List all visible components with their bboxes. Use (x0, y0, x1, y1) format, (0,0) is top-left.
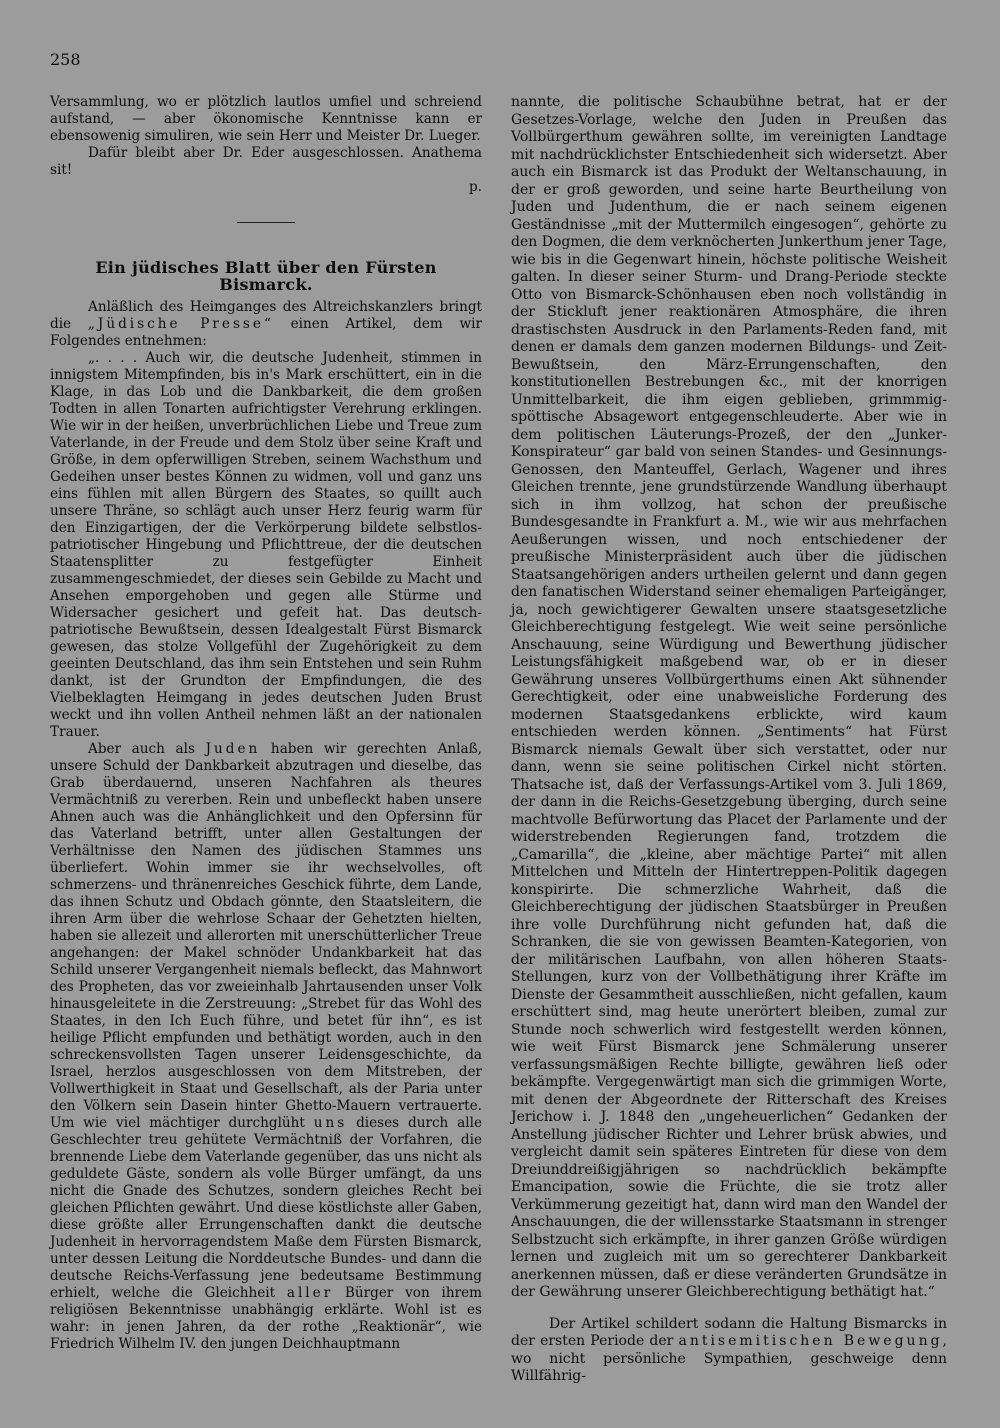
paragraph-eder-text: Dafür bleibt aber Dr. Eder ausgeschlossen. Anathema sit! (50, 145, 482, 178)
quote-paragraph-2 (50, 741, 482, 1353)
signature: p. (468, 179, 482, 195)
article-headline: Ein jüdisches Blatt über den Fürsten Bismarck. (95, 258, 437, 294)
intro-text-a: Anläßlich des Heimganges des Altreichskanzlers bringt die (50, 299, 482, 332)
closing-paragraph (511, 1316, 947, 1386)
paragraph-lueger: Versammlung, wo er plötzlich lautlos umfiel und schreiend aufstand, — aber ökonomische Kenntnisse kann er ebensowenig simuliren, wie sein Herr und Meister Dr. Lueger. (50, 94, 482, 144)
paragraph-eder (50, 145, 482, 179)
section-divider (237, 222, 295, 223)
intro-text-b: einen Artikel, dem wir Folgendes entnehmen: (50, 316, 482, 349)
emphasis-aller: aller (286, 1285, 334, 1301)
page-number: 258 (50, 50, 81, 69)
closing-text-b: , wo nicht persönliche Sympathien, geschweige denn Willfährig- (511, 1333, 947, 1384)
quote-continuation: nannte, die politische Schaubühne betrat, hat er der Gesetzes-Vorlage, welche den Juden in Preußen das Vollbürgerthum gewähren sollte, im vereinigten Landtage mit nachdrücklichster Entschiedenheit sich widersetzt. Aber auch ein Bismarck ist das Produkt der Weltanschauung, in der er groß geworden, und seine harte Beurtheilung von Juden und Judenthum, die er nach seinem eigenen Geständnisse „mit der Muttermilch eingesogen“, gehörte zu den Dogmen, die dem verknöcherten Junkerthum jener Tage, wie bis in die Gegenwart hinein, höchste politische Weisheit galten. In dieser seiner Sturm- und Drang-Periode steckte Otto von Bismarck-Schönhausen eben noch vollständig in der Stickluft jener reaktionären Atmosphäre, die ihren drastischsten Ausdruck in den Parlaments-Reden fand, mit denen er damals dem ganzen modernen Bildungs- und Zeit-Bewußtsein, den März-Errungenschaften, den konstitutionellen Bestrebungen &c., mit der knorrigen Unmittelbarkeit, die ihm eigen geblieben, grimmmig-spöttische Absagewort entgegenschleuderte. Aber wie in dem politischen Läuterungs-Prozeß, der den „Junker-Konspirateur“ gar bald von seinen Standes- und Gesinnungs-Genossen, den Manteuffel, Gerlach, Wagener und ihres Gleichen trennte, jene grundstürzende Wandlung überhaupt sich in ihm vollzog, hat schon der preußische Bundesgesandte in Frankfurt a. M., wie wir aus mehrfachen Aeußerungen wissen, und noch entschiedener der preußische Ministerpräsident auch über die jüdischen Staatsangehörigen anders urtheilen gelernt und dann gegen den fanatischen Widerstand seiner ehemaligen Parteigänger, ja, noch gewichtigerer Gewalten unsere staatsgesetzliche Gleichberechtigung festgelegt. Wie weit seine persönliche Anschauung, seine Würdigung und Bewerthung jüdischer Leistungsfähigkeit maßgebend war, ob er in dieser Gewährung unseres Vollbürgerthums einen Akt sühnender Gerechtigkeit, oder eine unabweisliche Forderung des modernen Staatsgedankens erblickte, wird kaum entschieden werden können. „Sentiments“ hat Fürst Bismarck niemals Gewalt über sich verstattet, oder nur dann, wenn sie seine politischen Cirkel nicht störten. Thatsache ist, daß der Verfassungs-Artikel vom 3. Juli 1869, der dann in die Reichs-Gesetzgebung überging, durch seine machtvolle Befürwortung das Placet der Parlamente und der widerstrebenden Regierungen fand, trotzdem die „Camarilla“, die „kleine, aber mächtige Partei“ mit allen Mittelchen und Mitteln der Hintertreppen-Politik dagegen konspirirte. Die schmerzliche Wahrheit, daß die Gleichberechtigung der jüdischen Staatsbürger in Preußen ihre volle Durchführung nicht gefunden hat, daß die Schranken, die sie von gewissen Beamten-Kategorien, von der militärischen Laufbahn, von allen höheren Staats-Stellungen, kurz von der Vollbethätigung ihrer Kräfte im Dienste der Gesammtheit ausschließen, nicht gefallen, kaum erschüttert sind, mag heute unerörtert bleiben, zumal zur Stunde noch schwerlich wird festgestellt werden können, wie weit Fürst Bismarck jene Schmälerung unserer verfassungsmäßigen Rechte billigte, gewähren ließ oder bekämpfte. Vergegenwärtigt man sich die grimmigen Worte, mit denen der Abgeordnete der Ritterschaft des Kreises Jerichow i. J. 1848 den „ungeheuerlichen“ Gedanken der Anstellung jüdischer Richter und Lehrer brüsk abwies, und vergleicht damit sein späteres Eintreten für diese von dem Dreiunddreißigjährigen so nachdrücklich bekämpfte Emancipation, sowie die Früchte, die sie trotz aller Verkümmerung gezeitigt hat, dann wird man den Wandel der Anschauungen, die der willensstarke Staatsmann in strenger Selbstzucht sich erkämpfte, in ihrer ganzen Größe würdigen lernen und zugleich mit um so gerechterer Dankbarkeit anerkennen müssen, daß er diese veränderten Grundsätze in der Gewährung unserer Gleichberechtigung bethätigt hat.“ (511, 94, 947, 1300)
quote2-text-a: Aber auch als (88, 741, 206, 757)
left-column (50, 94, 482, 1353)
emphasis-antisemitic-movement: antisemitischen Bewegung (678, 1333, 943, 1349)
quote2-text-d: Bürger von ihrem religiösen Bekenntnisse unabhängig erklärte. Wohl ist es wahr: in jenen Jahren, da der rothe „Reaktionär“, wie Friedrich Wilhelm IV. den jungen Deichhauptmann (50, 1285, 483, 1352)
article-intro (50, 299, 482, 350)
quote-paragraph-1: „. . . . Auch wir, die deutsche Judenheit, stimmen in innigstem Mitempfinden, bis in's Mark erschüttert, ein in die Klage, in das Lob und die Dankbarkeit, die dem großen Todten in allen Tonarten aufrichtigster Verehrung erklingen. Wie wir in der heißen, unverbrüchlichen Liebe und Treue zum Vaterlande, in der Freude und dem Stolz über seine Kraft und Größe, in dem opferwilligen Streben, seinem Wachsthum und Gedeihen unser bestes Können zu widmen, voll und ganz uns eins fühlen mit allen Bürgern des Staates, so quillt auch unsere Thräne, so schlägt auch unser Herz feurig warm für den Einzigartigen, der die Verkörperung bildete selbstlos-patriotischer Hingebung und Pflichttreue, der die deutschen Staatensplitter zu festgefügter Einheit zusammengeschmiedet, der dieses sein Gebilde zu Macht und Ansehen emporgehoben und gegen alle Stürme und Widersacher gesichert und gefeit hat. Das deutsch-patriotische Bewußtsein, dessen Idealgestalt Fürst Bismarck gewesen, das stolze Vollgefühl der Zugehörigkeit zu dem geeinten Deutschland, das ihm sein Entstehen und sein Ruhm dankt, ist der Grundton der Empfindungen, die des Vielbeklagten Heimgang in jedes deutschen Juden Brust weckt und ihn vollen Antheil nehmen läßt an der nationalen Trauer. (50, 350, 482, 740)
closing-text-a: Der Artikel schildert sodann die Haltung Bismarcks in der ersten Periode der (511, 1315, 947, 1349)
quote2-text-b: haben wir gerechten Anlaß, unsere Schuld der Dankbarkeit abzutragen und dieselbe, das Grab überdauernd, unseren Nachfahren als theures Vermächtniß zu vererben. Rein und unbefleckt haben unsere Ahnen auch was die Anhänglichkeit und den Opfersinn für das Vaterland betrifft, unter allen Gestaltungen der Verhältnisse den Namen des jüdischen Stammes uns überliefert. Wohin immer sie ihr wechselvolles, oft schmerzens- und thränenreiches Geschick führte, dem Lande, das ihnen Schutz und Obdach gönnte, den Staatsleitern, die ihren Arm über die wehrlose Schaar der Gehetzten hielten, haben sie allezeit und allerorten mit unerschütterlicher Treue angehangen: der Makel schnöder Undankbarkeit hat das Schild unserer Vergangenheit niemals befleckt, das Mahnwort des Propheten, das vor zweieinhalb Jahrtausenden unser Volk hinausgeleitete in die Zerstreuung: „Strebet für das Wohl des Staates, in den Ich Euch führe, und betet für ihn“, es ist heilige Pflicht empfunden und bethätigt worden, auch in den schreckensvollsten Tagen unserer Leidensgeschichte, da Israel, herzlos ausgeschlossen von dem Mitstreben, der Vollwerthigkeit in Staat und Gesellschaft, als der Paria unter den Völkern sein Dasein hinter Ghetto-Mauern vertrauerte. Um wie viel mächtiger durchglüht (50, 741, 482, 1131)
emphasis-juden: Juden (205, 741, 261, 757)
quote2-text-c: dieses durch alle Geschlechter treu gehütete Vermächtniß der Vorfahren, die brennende Liebe dem Vaterlande gegenüber, das uns nicht als geduldete Gäste, sondern als volle Bürger umfängt, da uns nicht die Gnade des Schutzes, sondern gleiches Recht bei gleichen Pflichten gewährt. Und diese köstlichste aller Gaben, diese größte aller Errungenschaften dankt die deutsche Judenheit in hervorragendstem Maße dem Fürsten Bismarck, unter dessen Leitung die Norddeutsche Bundes- und dann die deutsche Reichs-Verfassung jene bedeutsame Bestimmung erhielt, welche die Gleichheit (50, 1115, 482, 1301)
right-column (511, 94, 947, 1386)
newspaper-name: „Jüdische Presse“ (87, 316, 274, 332)
emphasis-uns: uns (313, 1115, 348, 1131)
